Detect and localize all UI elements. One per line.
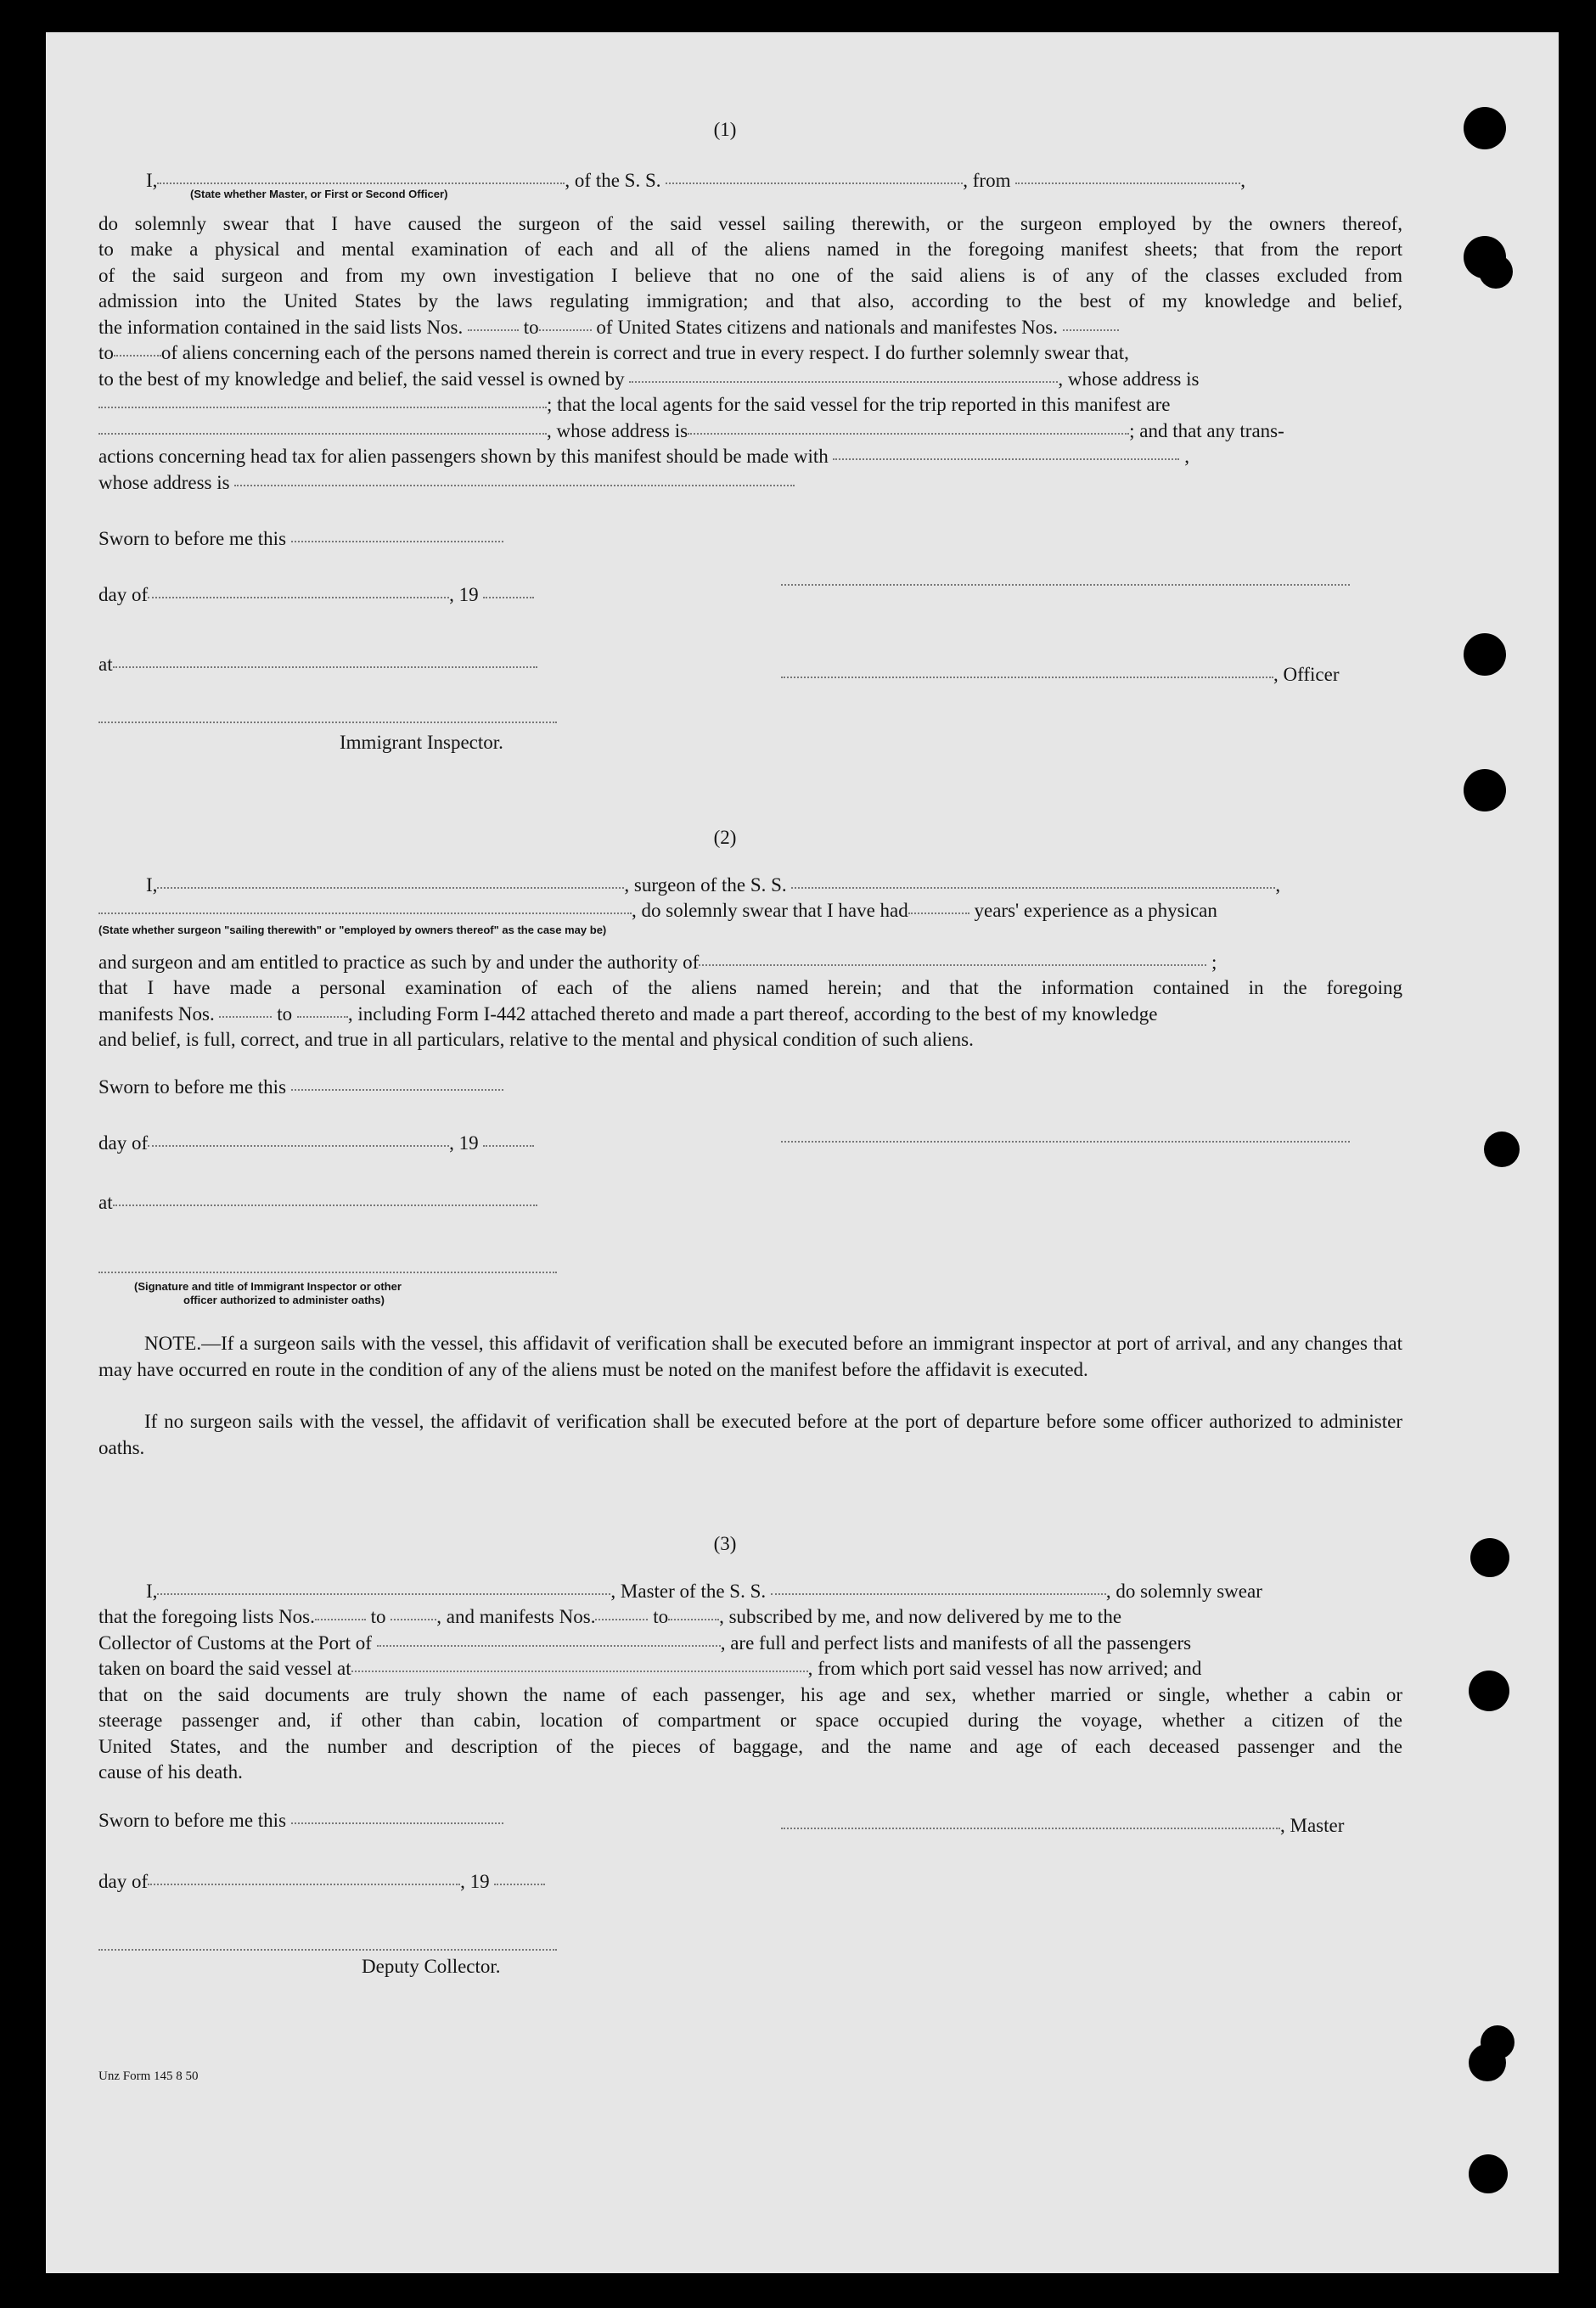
binder-hole — [1470, 1538, 1509, 1577]
s3-line3: Collector of Customs at the Port of , are full and perfect lists and manifests of all the passengers — [98, 1632, 1192, 1654]
s1-headtax-line: actions concerning head tax for alien passengers shown by this manifest should be made with , — [98, 446, 1189, 467]
s3-master-line: , Master — [781, 1813, 1344, 1839]
s2-para-line: that I have made a personal examination of each of the aliens named herein; and that the information contained in the foregoing — [98, 977, 1402, 998]
surgeon-note: (State whether surgeon "sailing therewith" or "employed by owners thereof" as the case may be) — [98, 924, 607, 936]
section-2-number: (2) — [713, 827, 737, 848]
s3-line1: I, , Master of the S. S. , do solemnly swear — [146, 1581, 1262, 1602]
binder-hole — [1464, 107, 1506, 149]
s1-para-line: to make a physical and mental examination of each and all of the aliens named in the foregoing manifest sheets; that from the report — [98, 239, 1402, 260]
s1-day-line: day of , 19 — [98, 582, 534, 608]
s3-day-line: day of , 19 — [98, 1869, 545, 1895]
s2-line1: I, , surgeon of the S. S. , — [146, 874, 1281, 896]
s1-i: I, — [146, 170, 158, 191]
s3-line8: cause of his death. — [98, 1761, 243, 1783]
signature-note-2: officer authorized to administer oaths) — [183, 1294, 385, 1306]
s3-collector-sign-line — [98, 1949, 557, 1951]
s2-inspector-sign-line — [98, 1272, 557, 1273]
s1-para-line: of the said surgeon and from my own investigation I believe that no one of the said aliens is of any of the classes excluded from — [98, 265, 1402, 286]
s3-para-line: United States, and the number and description of the pieces of baggage, and the name and age of each deceased passenger and the — [98, 1736, 1402, 1757]
binder-hole — [1469, 1671, 1509, 1711]
s3-line2: that the foregoing lists Nos. to , and manifests Nos. to , subscribed by me, and now delivered by me to the — [98, 1606, 1122, 1627]
s2-sworn-line: Sworn to before me this — [98, 1075, 503, 1100]
s2-line5: manifests Nos. to , including Form I-442 attached thereto and made a part thereof, according to the best of my knowledge — [98, 1003, 1158, 1025]
s1-inspector-label: Immigrant Inspector. — [340, 732, 503, 753]
s1-agent-address-line: , whose address is ; and that any trans- — [98, 418, 1284, 444]
s1-aliens-line: to of aliens concerning each of the persons named therein is correct and true in every respect. I do further solemnly swear that, — [98, 342, 1129, 363]
binder-hole — [1469, 2044, 1506, 2081]
s3-line4: taken on board the said vessel at , from which port said vessel has now arrived; and — [98, 1658, 1202, 1679]
s3-deputy-label: Deputy Collector. — [362, 1956, 501, 1977]
s1-inspector-sign-line — [98, 722, 557, 723]
signature-note-1: (Signature and title of Immigrant Inspector or other — [134, 1280, 402, 1293]
s2-at-line: at — [98, 1190, 537, 1216]
s1-headtax-address-line: whose address is — [98, 470, 795, 496]
s1-para-line: admission into the United States by the laws regulating immigration; and that also, according to the best of my knowledge and belief, — [98, 290, 1402, 312]
s1-at-line: at — [98, 652, 537, 677]
binder-hole — [1479, 255, 1513, 289]
s1-agents-line: ; that the local agents for the said vessel for the trip reported in this manifest are — [98, 392, 1170, 418]
s2-day-line: day of , 19 — [98, 1131, 534, 1156]
s1-lists-line: the information contained in the said lists Nos. to of United States citizens and nationals and manifestes Nos. — [98, 315, 1119, 340]
s1-sworn-line: Sworn to before me this — [98, 526, 503, 552]
binder-hole — [1464, 633, 1506, 676]
s2-signature-line — [781, 1141, 1350, 1143]
binder-hole — [1469, 2154, 1508, 2193]
binder-hole — [1464, 769, 1506, 811]
binder-hole — [1484, 1132, 1520, 1167]
officer-note: (State whether Master, or First or Second Officer) — [190, 188, 448, 200]
s1-owner-line: to the best of my knowledge and belief, the said vessel is owned by , whose address is — [98, 368, 1200, 390]
note-paragraph-2: If no surgeon sails with the vessel, the affidavit of verification shall be executed before at the port of departure before some officer authorized to administer oaths. — [98, 1411, 1402, 1458]
note-paragraph: NOTE.—If a surgeon sails with the vessel, this affidavit of verification shall be executed before an immigrant inspector at port of arrival, and any changes that may have occurred en route in the condition of any of the aliens must be noted on the manifest before the affidavit is executed. — [98, 1333, 1402, 1380]
manifest-affidavit-page — [46, 32, 1559, 2273]
s1-line1: I, , of the S. S. , from , — [146, 170, 1245, 191]
s2-line2: , do solemnly swear that I have had years' experience as a physican — [98, 898, 1217, 924]
s1-signature-line — [781, 584, 1350, 586]
section-3-number: (3) — [713, 1533, 737, 1554]
s3-para-line: that on the said documents are truly shown the name of each passenger, his age and sex, whether married or single, whether a cabin or — [98, 1684, 1402, 1705]
form-identifier: Unz Form 145 8 50 — [98, 2069, 199, 2083]
s1-officer-line: , Officer — [781, 662, 1339, 688]
s2-line6: and belief, is full, correct, and true in all particulars, relative to the mental and physical condition of such aliens. — [98, 1029, 974, 1050]
s3-sworn-line: Sworn to before me this — [98, 1808, 503, 1833]
s3-para-line: steerage passenger and, if other than cabin, location of compartment or space occupied during the voyage, whether a citizen of the — [98, 1710, 1402, 1731]
s2-line3: and surgeon and am entitled to practice as such by and under the authority of ; — [98, 952, 1217, 973]
section-1-number: (1) — [713, 119, 737, 140]
s1-of-ss: , of the S. S. — [565, 170, 661, 191]
s1-from: , from — [963, 170, 1011, 191]
s1-para-line: do solemnly swear that I have caused the surgeon of the said vessel sailing therewith, or the surgeon employed by the owners thereof, — [98, 213, 1402, 234]
